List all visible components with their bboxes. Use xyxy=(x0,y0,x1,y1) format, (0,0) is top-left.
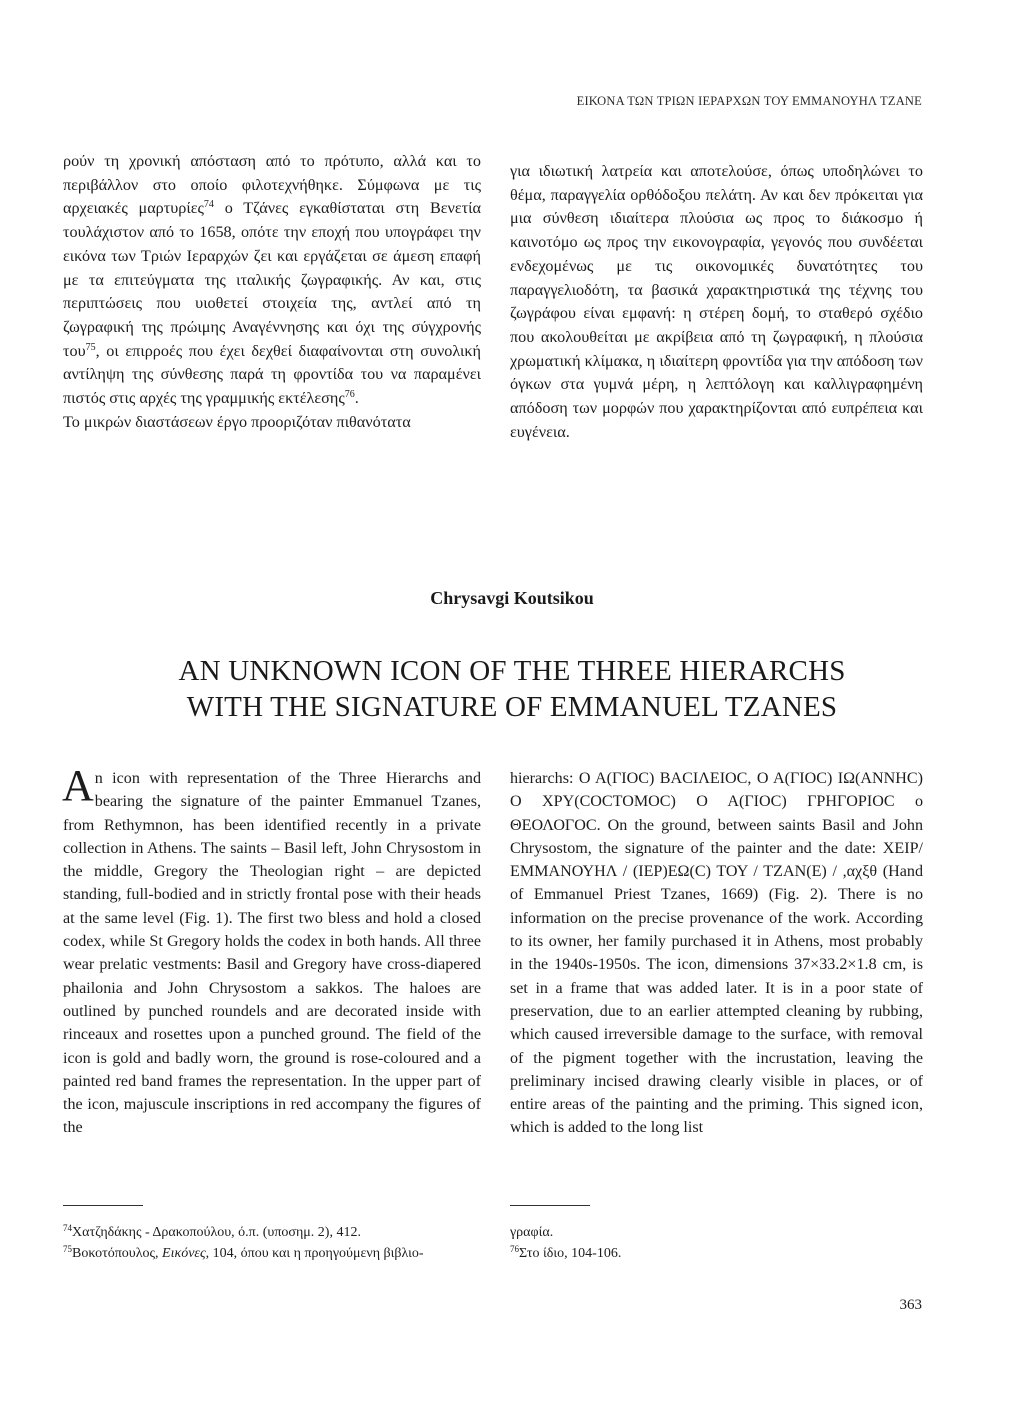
footnote-italic-title: Εικόνες xyxy=(162,1246,206,1261)
greek-left-text-e: Το μικρών διαστάσεων έργο προοριζόταν πιθανότατα xyxy=(63,412,411,431)
english-left-text: n icon with representation of the Three Hierarchs and bearing the signature of the painter Emmanuel Tzanes, from Rethymnon, has been identified recently in a private collection in Athens. The saints – Basil left, John Chrysostom in the middle, Gregory the Theologian right – are depicted standing, full-bodied and in strictly frontal pose with their heads at the same level (Fig. 1). The first two bless and hold a closed codex, while St Gregory holds the codex in both hands. All three wear prelatic vestments: Basil and Gregory have cross-diapered phailonia and John Chrysostom a sakkos. The haloes are outlined by punched roundels and are decorated inside with rinceaux and rosettes upon a punched ground. The field of the icon is gold and badly worn, the ground is rose-coloured and a painted red band frames the representation. In the upper part of the icon, majuscule inscriptions in red accompany the figures of the xyxy=(63,770,481,1137)
footnote-rule-right xyxy=(510,1205,590,1206)
greek-right-text: για ιδιωτική λατρεία και αποτελούσε, όπως υποδηλώνει το θέμα, παραγγελία ορθόδοξου πελάτη. Αν και δεν πρόκειται για μια σύνθεση ιδιαίτερα πλούσια ως προς το διάκοσμο ή καινοτόμο ως προς την εικονογραφία, γεγονός που συνδέεται ενδεχομένως με τις οικονομικές δυνατότητες του παραγγελιοδότη, τα βασικά χαρακτηριστικά της τέχνης του ζωγράφου είναι εμφανή: η στέρεη δομή, το σταθερό σχέδιο που ακολουθείται με ακρίβεια από τη ζωγραφική, η πλούσια χρωματική κλίμακα, η ιδιαίτερη φροντίδα για την απόδοση των όγκων στα γυμνά μέρη, η λεπτόλογη και καλλιγραφημένη απόδοση των μορφών που χαρακτηρίζονται από ευπρέπεια και ευγένεια. xyxy=(510,162,923,441)
footnote-ref-74[interactable]: 74 xyxy=(203,199,214,211)
footnote-number: 75 xyxy=(63,1244,72,1254)
article-title xyxy=(0,653,1024,725)
page-number: 363 xyxy=(899,1297,922,1313)
footnote-ref-75[interactable]: 75 xyxy=(85,341,96,353)
footnote-text: Στο ίδιο, 104-106. xyxy=(519,1246,622,1261)
footnote-75 xyxy=(63,1243,483,1264)
english-text-left-column xyxy=(62,761,481,1140)
drop-cap: A xyxy=(62,761,94,810)
greek-left-text-c: , οι επιρροές που έχει δεχθεί διαφαίνονται στη συνολική αντίληψη της σύνθεσης παρά τη φροντίδα του να παραμένει πιστός στις αρχές της γραμμικής εκτέλεσης xyxy=(63,341,481,408)
footnote-number: 74 xyxy=(63,1223,72,1233)
article-title-line-1: AN UNKNOWN ICON OF THE THREE HIERARCHS xyxy=(178,655,846,687)
article-author: Chrysavgi Koutsikou xyxy=(430,588,594,608)
greek-left-text-a: ρούν τη χρονική απόσταση από το πρότυπο, αλλά και το περιβάλλον στο οποίο φιλοτεχνήθηκε. Σύμφωνα με τις αρχειακές μαρτυρίες xyxy=(63,152,481,218)
greek-left-text-d: . xyxy=(354,389,359,408)
greek-left-text-b: ο Τζάνες εγκαθίσταται στη Βενετία τουλάχιστον από το 1658, οπότε την εποχή που υπογράφει την εικόνα των Τριών Ιεραρχών ζει και εργάζεται σε άμεση επαφή με τα επιτεύγματα της ιταλικής ζωγραφικής. Αν και, στις περιπτώσεις που υιοθετεί στοιχεία της, αντλεί από τη ζωγραφική της πρώιμης Αναγέννησης και όχι της σύγχρονής του xyxy=(63,199,481,360)
article-title-line-2: WITH THE SIGNATURE OF EMMANUEL TZANES xyxy=(186,691,838,723)
footnote-text: γραφία. xyxy=(510,1225,554,1240)
english-text-right-column xyxy=(510,767,923,1140)
footnote-text-rest: , 104, όπου και η προηγούμενη βιβλιο- xyxy=(205,1246,424,1261)
english-right-text: hierarchs: Ο Α(ΓΙΟC) ΒΑCΙΛΕΙΟC, Ο Α(ΓΙΟC) ΙΩ(ΑΝΝΗC) Ο ΧΡΥ(COCTOMOC) Ο Α(ΓΙΟC) ΓΡΗΓΟΡΙΟC ο ΘΕΟΛΟΓΟC. On the ground, between saints Basil and John Chrysostom, the signature of the painter and the date: ΧΕΙΡ/ ΕΜΜΑΝΟΥΗΛ / (ΙΕΡ)ΕΩ(C) ΤΟΥ / ΤΖΑΝ(Ε) / ,αχξθ (Hand of Emmanuel Priest Tzanes, 1669) (Fig. 2). There is no information on the precise provenance of the work. According to its owner, her family purchased it in Athens, most probably in the 1940s-1950s. The icon, dimensions 37×33.2×1.8 cm, is set in a frame that was added later. It is in a poor state of preservation, due to an earlier attempted cleaning by rubbing, which caused irreversible damage to the surface, with removal of the pigment together with the incrustation, leaving the preliminary incised drawing clearly visible in places, or of entire areas of the painting and the priming. This signed icon, which is added to the long list xyxy=(510,770,923,1137)
footnote-text: Βοκοτόπουλος, xyxy=(72,1246,163,1261)
footnote-ref-76[interactable]: 76 xyxy=(344,389,355,401)
footnotes-right xyxy=(510,1222,923,1264)
footnote-75-continued xyxy=(510,1222,923,1243)
greek-text-left-column xyxy=(63,150,481,434)
footnote-text: Χατζηδάκης - Δρακοπούλου, ό.π. (υποσημ. 2), 412. xyxy=(72,1225,361,1240)
footnote-76 xyxy=(510,1243,923,1264)
footnotes-left xyxy=(63,1222,483,1264)
footnote-rule-left xyxy=(63,1205,143,1206)
footnote-74 xyxy=(63,1222,483,1243)
greek-text-right-column xyxy=(510,160,923,444)
footnote-number: 76 xyxy=(510,1244,519,1254)
running-head: ΕΙΚΟΝΑ ΤΩΝ ΤΡΙΩΝ ΙΕΡΑΡΧΩΝ ΤΟΥ ΕΜΜΑΝΟΥΗΛ ΤΖΑΝΕ xyxy=(576,94,922,108)
